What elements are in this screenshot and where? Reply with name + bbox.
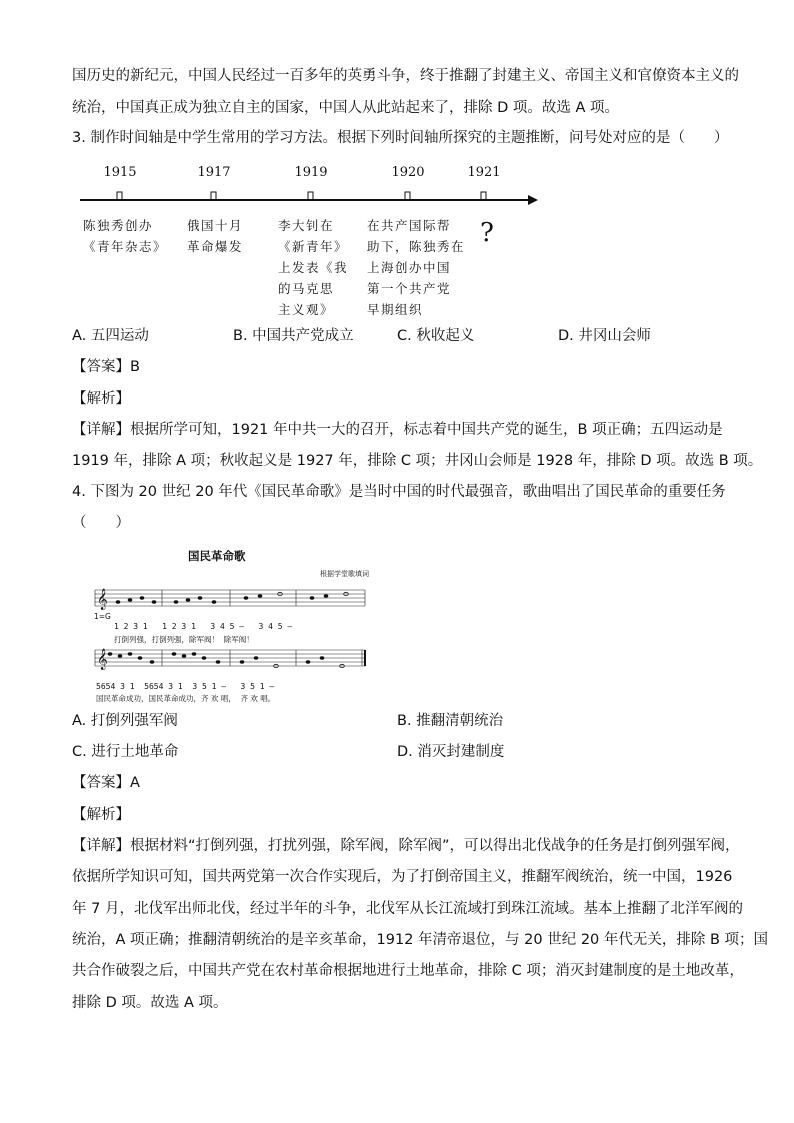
tick-1921 bbox=[481, 192, 486, 200]
q3-detail-1: 【详解】根据所学可知，1921 年中共一大的召开，标志着中国共产党的诞生，B 项正确；五四运动是 bbox=[72, 422, 723, 438]
q3-detail-2: 1919 年，排除 A 项；秋收起义是 1927 年，排除 C 项；井冈山会师是 1928 年，排除 D 项。故选 B 项。 bbox=[72, 453, 763, 469]
tick-1919 bbox=[308, 192, 313, 200]
song-row1-numbers: 1 2 3 1 1 2 3 1 3 4 5 — 3 4 5 — bbox=[114, 622, 293, 631]
q4-detail-4: 统治，A 项正确；推翻清朝统治的是辛亥革命，1912 年清帝退位，与 20 世纪 20 年代无关，排除 B 项；国 bbox=[72, 932, 769, 948]
year-1915: 1915 bbox=[103, 165, 137, 180]
song-row2-numbers: 5654 3 1 5654 3 1 3 5 1 — 3 5 1 — bbox=[96, 682, 275, 691]
q4-option-c[interactable]: C. 进行土地革命 bbox=[72, 744, 179, 760]
q4-stem-1: 4. 下图为 20 世纪 20 年代《国民革命歌》是当时中国的时代最强音，歌曲唱出了国民革命的重要任务 bbox=[72, 484, 726, 500]
song-row2-lyrics: 国民革命成功，国民革命成功，齐 欢 唱， 齐 欢 唱。 bbox=[96, 694, 276, 703]
q3-answer: 【答案】B bbox=[72, 359, 140, 375]
tick-1920 bbox=[405, 192, 410, 200]
q3-option-d[interactable]: D. 井冈山会师 bbox=[558, 328, 651, 344]
year-1921: 1921 bbox=[467, 165, 501, 180]
intro-line-2: 统治，中国真正成为独立自主的国家，中国人从此站起来了，排除 D 项。故选 A 项。 bbox=[72, 100, 620, 116]
svg-text:𝄞: 𝄞 bbox=[97, 589, 108, 610]
year-1920: 1920 bbox=[391, 165, 425, 180]
song-key: 1=G bbox=[94, 612, 111, 621]
q4-detail-1: 【详解】根据材料“打倒列强，打扰列强，除军阀，除军阀”，可以得出北伐战争的任务是打倒列强军阀， bbox=[72, 838, 740, 854]
q4-option-d[interactable]: D. 消灭封建制度 bbox=[397, 744, 505, 760]
q4-detail-5: 共合作破裂之后，中国共产党在农村革命根据地进行土地革命，排除 C 项；消灭封建制度的是土地改革， bbox=[72, 963, 744, 979]
tick-1917 bbox=[211, 192, 216, 200]
mystery-mark: ? bbox=[480, 218, 494, 248]
svg-text:𝄞: 𝄞 bbox=[97, 649, 108, 670]
intro-line-1: 国历史的新纪元，中国人民经过一百多年的英勇斗争，终于推翻了封建主义、帝国主义和官僚资本主义的 bbox=[72, 68, 739, 84]
song-title: 国民革命歌 bbox=[188, 549, 246, 563]
q4-stem-2: （ ） bbox=[72, 515, 130, 531]
event-1919: 李大钊在 《新青年》 上发表《我 的马克思 主义观》 bbox=[278, 218, 349, 317]
tick-1915 bbox=[117, 192, 122, 200]
q3-option-c[interactable]: C. 秋收起义 bbox=[397, 328, 475, 344]
year-1917: 1917 bbox=[197, 165, 231, 180]
event-1920: 在共产国际帮 助下，陈独秀在 上海创办中国 第一个共产党 早期组织 bbox=[367, 218, 466, 317]
q3-analysis-label: 【解析】 bbox=[72, 391, 130, 407]
event-1917: 俄国十月 革命爆发 bbox=[187, 218, 244, 254]
q4-option-b[interactable]: B. 推翻清朝统治 bbox=[397, 713, 504, 729]
q4-analysis-label: 【解析】 bbox=[72, 807, 130, 823]
q3-option-a[interactable]: A. 五四运动 bbox=[72, 328, 149, 344]
song-score bbox=[90, 540, 370, 703]
song-row1-lyrics: 打倒列强，打倒列强，除军阀！ 除军阀！ bbox=[114, 635, 254, 644]
q4-option-a[interactable]: A. 打倒列强军阀 bbox=[72, 713, 178, 729]
event-1915: 陈独秀创办 《青年杂志》 bbox=[83, 218, 168, 254]
q3-stem: 3. 制作时间轴是中学生常用的学习方法。根据下列时间轴所探究的主题推断，问号处对应的是（ ） bbox=[72, 130, 729, 146]
year-1919: 1919 bbox=[294, 165, 328, 180]
song-credit: 根据学堂歌填词 bbox=[320, 570, 369, 578]
q4-detail-3: 年 7 月，北伐军出师北伐，经过半年的斗争，北伐军从长江流域打到珠江流域。基本上推翻了北洋军阀的 bbox=[72, 901, 743, 917]
timeline-figure bbox=[80, 160, 540, 320]
q4-detail-2: 依据所学知识可知，国共两党第一次合作实现后，为了打倒帝国主义，推翻军阀统治，统一中国，1926 bbox=[72, 869, 733, 885]
q3-option-b[interactable]: B. 中国共产党成立 bbox=[233, 328, 354, 344]
q4-detail-6: 排除 D 项。故选 A 项。 bbox=[72, 995, 228, 1011]
q4-answer: 【答案】A bbox=[72, 775, 140, 791]
